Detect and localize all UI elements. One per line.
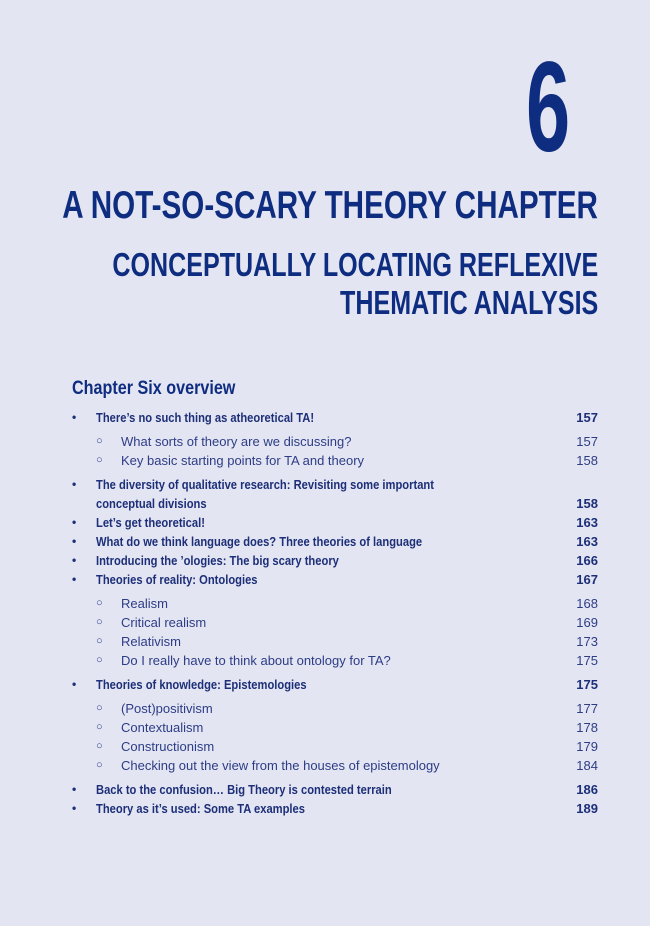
sub-bullet-icon: ○ <box>96 721 103 733</box>
toc-subentry-page: 178 <box>576 720 598 735</box>
toc-entry <box>72 675 598 694</box>
toc-entry-page: 163 <box>576 515 598 530</box>
chapter-subtitle-line-2: THEMATIC ANALYSIS <box>339 284 598 321</box>
bullet-icon: • <box>72 677 77 691</box>
overview-heading: Chapter Six overview <box>72 378 236 399</box>
toc-entry-page: 166 <box>576 553 598 568</box>
toc-entry <box>72 570 598 589</box>
toc-entry-text-line-2: conceptual divisions <box>96 496 207 511</box>
toc-subentry <box>72 632 598 651</box>
toc-subentry <box>72 699 598 718</box>
toc-entry-page: 189 <box>576 801 598 816</box>
toc-entry-page: 175 <box>576 677 598 692</box>
toc-entry-text: Theory as it’s used: Some TA examples <box>96 801 305 816</box>
toc-entry-text: Let’s get theoretical! <box>96 515 205 530</box>
sub-bullet-icon: ○ <box>96 759 103 771</box>
toc-entry <box>72 475 598 513</box>
toc-subentry <box>72 451 598 470</box>
sub-bullet-icon: ○ <box>96 740 103 752</box>
bullet-icon: • <box>72 553 77 567</box>
toc-entry-page: 167 <box>576 572 598 587</box>
toc-entry-text: Theories of knowledge: Epistemologies <box>96 677 307 692</box>
toc-entry-page: 186 <box>576 782 598 797</box>
sub-bullet-icon: ○ <box>96 454 103 466</box>
toc-subentry-page: 169 <box>576 615 598 630</box>
toc-entry <box>72 780 598 799</box>
toc-entry-text: Introducing the ’ologies: The big scary theory <box>96 553 339 568</box>
toc-subentry-text: Constructionism <box>121 739 215 754</box>
toc-subentry-page: 168 <box>576 596 598 611</box>
toc-subentry-text: Checking out the view from the houses of epistemology <box>121 758 440 773</box>
toc-entry-page: 158 <box>576 496 598 511</box>
toc-entry-text: What do we think language does? Three theories of language <box>96 534 423 549</box>
sub-bullet-icon: ○ <box>96 597 103 609</box>
toc-subentry <box>72 613 598 632</box>
toc-subentry <box>72 756 598 775</box>
chapter-subtitle <box>112 246 598 322</box>
toc-entry-text-line-1: The diversity of qualitative research: Revisiting some important <box>96 477 434 492</box>
toc-subentry-page: 177 <box>576 701 598 716</box>
toc-subentry <box>72 718 598 737</box>
toc-entry-text <box>96 475 434 513</box>
toc-subentry <box>72 651 598 670</box>
toc-subentry-page: 179 <box>576 739 598 754</box>
bullet-icon: • <box>72 534 77 548</box>
toc-entry <box>72 513 598 532</box>
toc-subentry <box>72 432 598 451</box>
chapter-title: A NOT-SO-SCARY THEORY CHAPTER <box>62 184 598 227</box>
chapter-subtitle-line-1: CONCEPTUALLY LOCATING REFLEXIVE <box>112 246 598 283</box>
toc-subentry <box>72 594 598 613</box>
toc-subentry-page: 173 <box>576 634 598 649</box>
sub-bullet-icon: ○ <box>96 654 103 666</box>
toc-subentry-text: What sorts of theory are we discussing? <box>121 434 352 449</box>
toc-entry <box>72 408 598 427</box>
toc-subentry-text: Do I really have to think about ontology for TA? <box>121 653 391 668</box>
toc-subentry-page: 158 <box>576 453 598 468</box>
toc-subentry-page: 184 <box>576 758 598 773</box>
toc-entry <box>72 532 598 551</box>
toc-subentry-text: Realism <box>121 596 168 611</box>
toc-entry-text: Theories of reality: Ontologies <box>96 572 258 587</box>
sub-bullet-icon: ○ <box>96 635 103 647</box>
toc-subentry <box>72 737 598 756</box>
toc-subentry-page: 175 <box>576 653 598 668</box>
toc-entry <box>72 799 598 818</box>
toc-entry-text: There’s no such thing as atheoretical TA! <box>96 410 315 425</box>
toc-subentry-text: Contextualism <box>121 720 204 735</box>
chapter-number: 6 <box>525 36 570 179</box>
sub-bullet-icon: ○ <box>96 435 103 447</box>
bullet-icon: • <box>72 572 77 586</box>
toc-subentry-text: Relativism <box>121 634 181 649</box>
toc-subentry-text: (Post)positivism <box>121 701 213 716</box>
toc-entry-page: 157 <box>576 410 598 425</box>
bullet-icon: • <box>72 801 77 815</box>
sub-bullet-icon: ○ <box>96 616 103 628</box>
toc-entry <box>72 551 598 570</box>
toc-entry-text: Back to the confusion… Big Theory is contested terrain <box>96 782 392 797</box>
toc-entry-page: 163 <box>576 534 598 549</box>
bullet-icon: • <box>72 782 77 796</box>
bullet-icon: • <box>72 410 77 424</box>
toc-subentry-page: 157 <box>576 434 598 449</box>
bullet-icon: • <box>72 515 77 529</box>
toc-subentry-text: Key basic starting points for TA and theory <box>121 453 365 468</box>
bullet-icon: • <box>72 477 77 491</box>
sub-bullet-icon: ○ <box>96 702 103 714</box>
toc-subentry-text: Critical realism <box>121 615 207 630</box>
table-of-contents <box>72 408 598 818</box>
